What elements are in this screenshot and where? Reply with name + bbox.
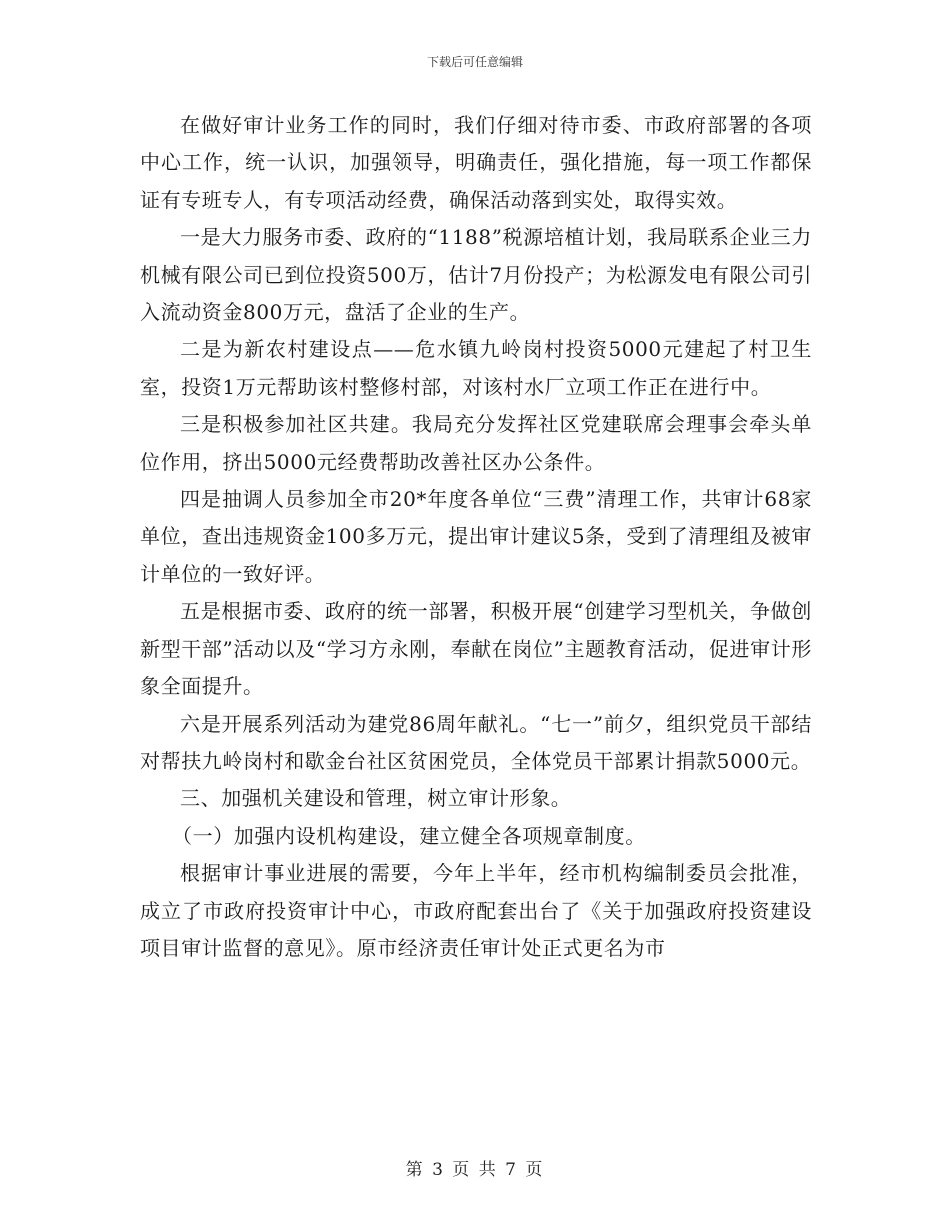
paragraph-item-3: 三是积极参加社区共建。我局充分发挥社区党建联席会理事会牵头单位作用，挤出5000元经费帮助改善社区办公条件。: [140, 412, 812, 474]
section-heading: 三、加强机关建设和管理，树立审计形象。: [180, 786, 572, 811]
page-header: 下载后可任意编辑: [426, 55, 523, 69]
paragraph-body: 根据审计事业进展的需要，今年上半年，经市机构编制委员会批准，成立了市政府投资审计中心，市政府配套出台了《关于加强政府投资建设项目审计监督的意见》。原市经济责任审计处正式更名为市: [140, 861, 812, 960]
page-number-footer: 第 3 页 共 7 页: [405, 1160, 545, 1180]
paragraph-item-5: 五是根据市委、政府的统一部署，积极开展“创建学习型机关，争做创新型干部”活动以及“学习方永刚，奉献在岗位”主题教育活动，促进审计形象全面提升。: [140, 599, 812, 699]
paragraph-item-4: 四是抽调人员参加全市20*年度各单位“三费”清理工作，共审计68家单位，查出违规资金100多万元，提出审计建议5条，受到了清理组及被审计单位的一致好评。: [140, 487, 812, 586]
paragraph-item-6: 六是开展系列活动为建党86周年献礼。“七一”前夕，组织党员干部结对帮扶九岭岗村和歇金台社区贫困党员，全体党员干部累计捐款5000元。: [140, 711, 812, 773]
paragraph-intro: 在做好审计业务工作的同时，我们仔细对待市委、市政府部署的各项中心工作，统一认识，加强领导，明确责任，强化措施，每一项工作都保证有专班专人，有专项活动经费，确保活动落到实处，取得实效。: [140, 113, 812, 212]
document-body: [140, 107, 812, 967]
subsection-heading: （一）加强内设机构建设，建立健全各项规章制度。: [172, 823, 646, 848]
paragraph-item-2: 二是为新农村建设点——危水镇九岭岗村投资5000元建起了村卫生室，投资1万元帮助该村整修村部，对该村水厂立项工作正在进行中。: [140, 337, 812, 399]
paragraph-item-1: 一是大力服务市委、政府的“1188”税源培植计划，我局联系企业三力机械有限公司已到位投资500万，估计7月份投产；为松源发电有限公司引入流动资金800万元，盘活了企业的生产。: [140, 225, 812, 325]
